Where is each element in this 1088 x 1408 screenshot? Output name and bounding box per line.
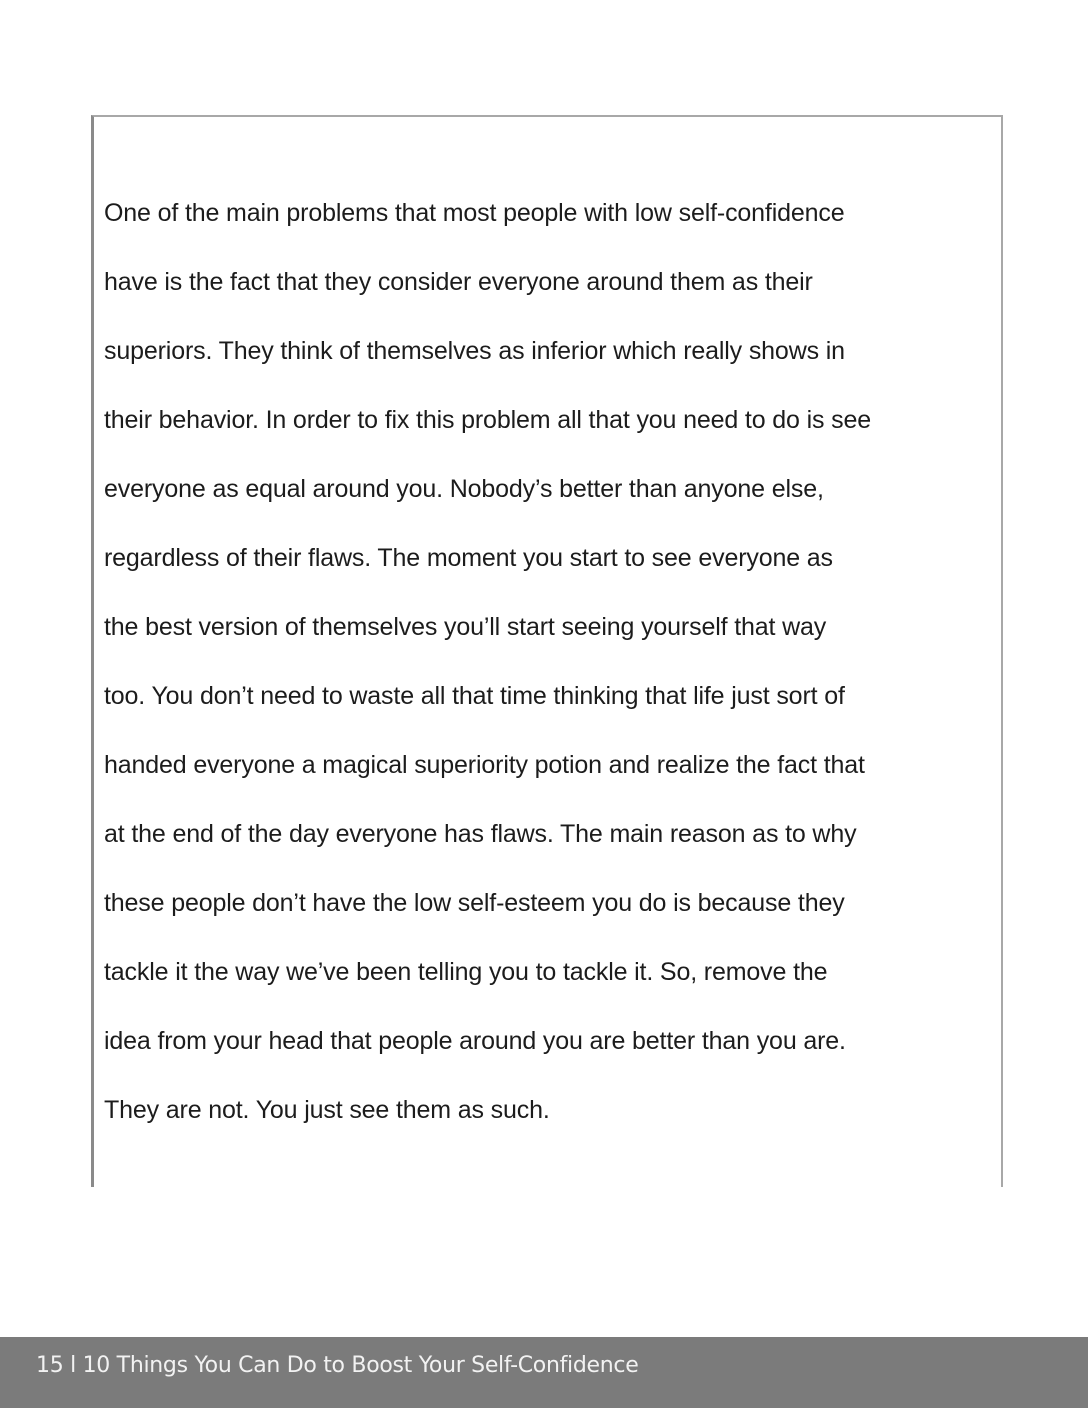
body-line: tackle it the way we’ve been telling you to tackle it. So, remove the [104, 958, 828, 986]
body-line: everyone as equal around you. Nobody’s better than anyone else, [104, 475, 824, 503]
body-line: regardless of their flaws. The moment you start to see everyone as [104, 544, 833, 572]
body-line: these people don’t have the low self-esteem you do is because they [104, 889, 845, 917]
body-line: handed everyone a magical superiority potion and realize the fact that [104, 751, 865, 779]
body-line: idea from your head that people around you are better than you are. [104, 1027, 846, 1055]
body-line: their behavior. In order to fix this problem all that you need to do is see [104, 406, 871, 434]
body-line: superiors. They think of themselves as inferior which really shows in [104, 337, 845, 365]
body-line: They are not. You just see them as such. [104, 1096, 550, 1124]
body-line: One of the main problems that most people with low self-confidence [104, 199, 845, 227]
body-line: at the end of the day everyone has flaws. The main reason as to why [104, 820, 857, 848]
body-line: the best version of themselves you’ll start seeing yourself that way [104, 613, 827, 641]
body-text [104, 190, 999, 1156]
footer-page-title: 15 l 10 Things You Can Do to Boost Your Self-Confidence [36, 1353, 639, 1378]
body-line: have is the fact that they consider everyone around them as their [104, 268, 813, 296]
body-line: too. You don’t need to waste all that time thinking that life just sort of [104, 682, 845, 710]
